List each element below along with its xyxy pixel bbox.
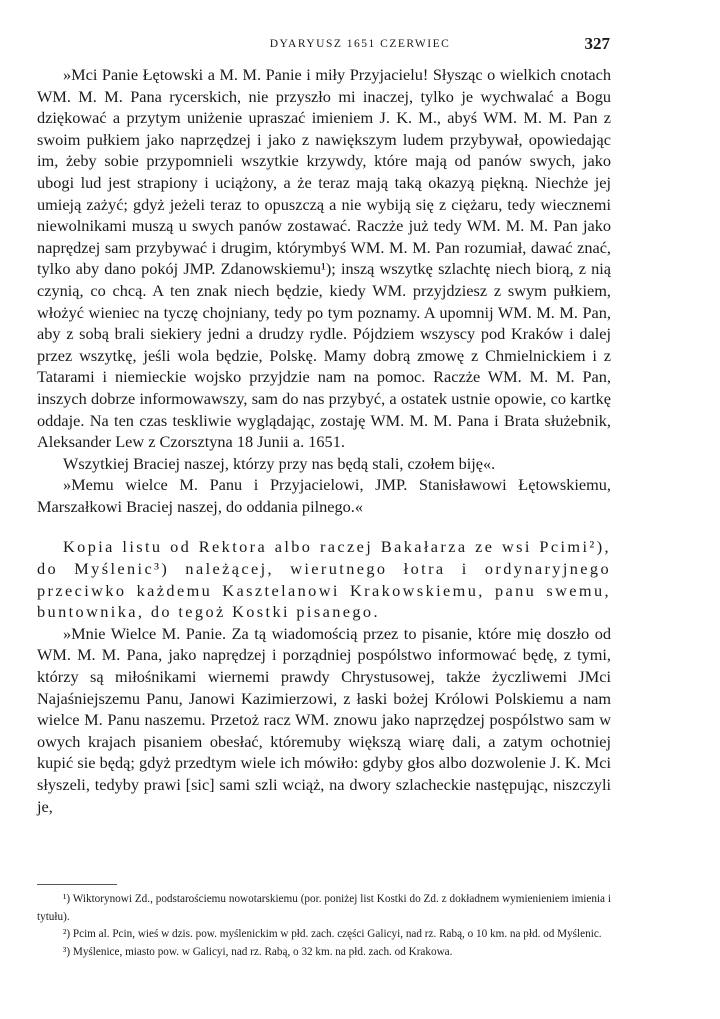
main-text xyxy=(37,64,611,817)
paragraph-greeting: Wszytkiej Braciej naszej, którzy przy nas będą stali, czołem biję«. xyxy=(63,453,496,473)
header-title: DYARYUSZ 1651 CZERWIEC xyxy=(269,38,451,50)
footnote-2: ²) Pcim al. Pcin, wieś w dzis. pow. myślenickim w płd. zach. części Galicyi, nad rz. Rabą, o 10 km. na płd. od Myślenic. xyxy=(63,928,602,941)
footnote-1: ¹) Wiktorynowi Zd., podstarościemu nowotarskiemu (por. poniżej list Kostki do Zd. z dokładnem wymienieniem imienia i tytułu). xyxy=(37,893,611,923)
running-header xyxy=(0,32,720,54)
footnote-divider xyxy=(37,884,117,885)
paragraph-letter-rector: »Mnie Wielce M. Panie. Za tą wiadomością przez to pisanie, które mię doszło od WM. M. M. Pana, jako naprędzej i porządniej pospólstwo informować będę, z tymi, którzy są miłośnikami wiernemi prawdy Chrystusowej, także życzliwemi JMci Najaśniejszemu Panu, Janowi Kazimierzowi, z łaski bożej Królowi Polskiemu a nam wielce M. Panu naszemu. Przetoż racz WM. znowu jako naprzędzej pospólstwo sam w owych krajach pisaniem obesłać, któremuby większą wiarę dali, a zatym ochotniej kupić sie będą; gdyż przedtym wiele ich mówiło: gdyby głos albo dozwolenie J. K. Mci słyszeli, tedyby prawi [sic] sami szli wciąż, na dwory szlacheckie następując, niszczyli je, xyxy=(37,623,611,816)
footnote-3: ³) Myślenice, miasto pow. w Galicyi, nad rz. Rabą, o 32 km. na płd. zach. od Krakowa. xyxy=(63,946,453,959)
section-heading: Kopia listu od Rektora albo raczej Bakałarza ze wsi Pcimi²), do Myślenic³) należącej, wierutnego łotra i ordynaryjnego przeciwko każdemu Kasztelanowi Krakowskiemu, panu swemu, buntownika, do tegoż Kostki pisanego. xyxy=(37,537,611,622)
paragraph-letter-lew: »Mci Panie Łętowski a M. M. Panie i miły Przyjacielu! Słysząc o wielkich cnotach WM. M. M. Pana rycerskich, nie przyszło mi inaczej, tylko je wychwalać a Bogu dziękować a przytym uniżenie upraszać imieniem J. K. M., abyś WM. M. M. Pan z swoim pułkiem jako naprzędzej i jako z nawiększym ludem przybywał, opowiedając im, żeby sobie przypomnieli wszytkie krzywdy, które mają od panów swych, jako ubogi lud jest strapiony i uciążony, a że teraz mają taką okazyą piękną. Niechże jej umieją zażyć; gdyż jeżeli teraz to opuszczą a nie wybiją się z ciężaru, tedy wiecznemi niewolnikami muszą u swych panów zostawać. Raczże już tedy WM. M. M. Pan jako naprędzej sam przybywać i drugim, którymbyś WM. M. M. Pan rozumiał, dawać znać, tylko aby dano pokój JMP. Zdanowskiemu¹); inszą wszytkę szlachtę niech biorą, z nią czynią, co chcą. A ten znak niech będzie, kiedy WM. przyjdziesz z swym pułkiem, włożyć wieniec na tyczę chojniany, tedy po tym poznamy. A upomnij WM. M. M. Pan, aby z sobą brali siekiery jedni a drudzy rydle. Pójdziem wszyscy pod Kraków i dalej przez wszytkę, jeśli wola będzie, Polskę. Mamy dobrą zmowę z Chmielnickiem i z Tatarami i niemieckie wojsko przyjdzie nam na pomoc. Raczże WM. M. M. Pan, inszych dobrze informowawszy, sam do nas przybyć, a ostatek ustnie opowie, co kartkę oddaje. Na ten czas teskliwie wyglądając, zostaję WM. M. M. Pana i Brata służebnik, Aleksander Lew z Czorsztyna 18 Junii a. 1651. xyxy=(37,65,611,452)
paragraph-address: »Memu wielce M. Panu i Przyjacielowi, JMP. Stanisławowi Łętowskiemu, Marszałkowi Braciej naszej, do oddania pilnego.« xyxy=(37,475,611,516)
page-number: 327 xyxy=(584,34,610,53)
footnotes xyxy=(37,891,611,962)
